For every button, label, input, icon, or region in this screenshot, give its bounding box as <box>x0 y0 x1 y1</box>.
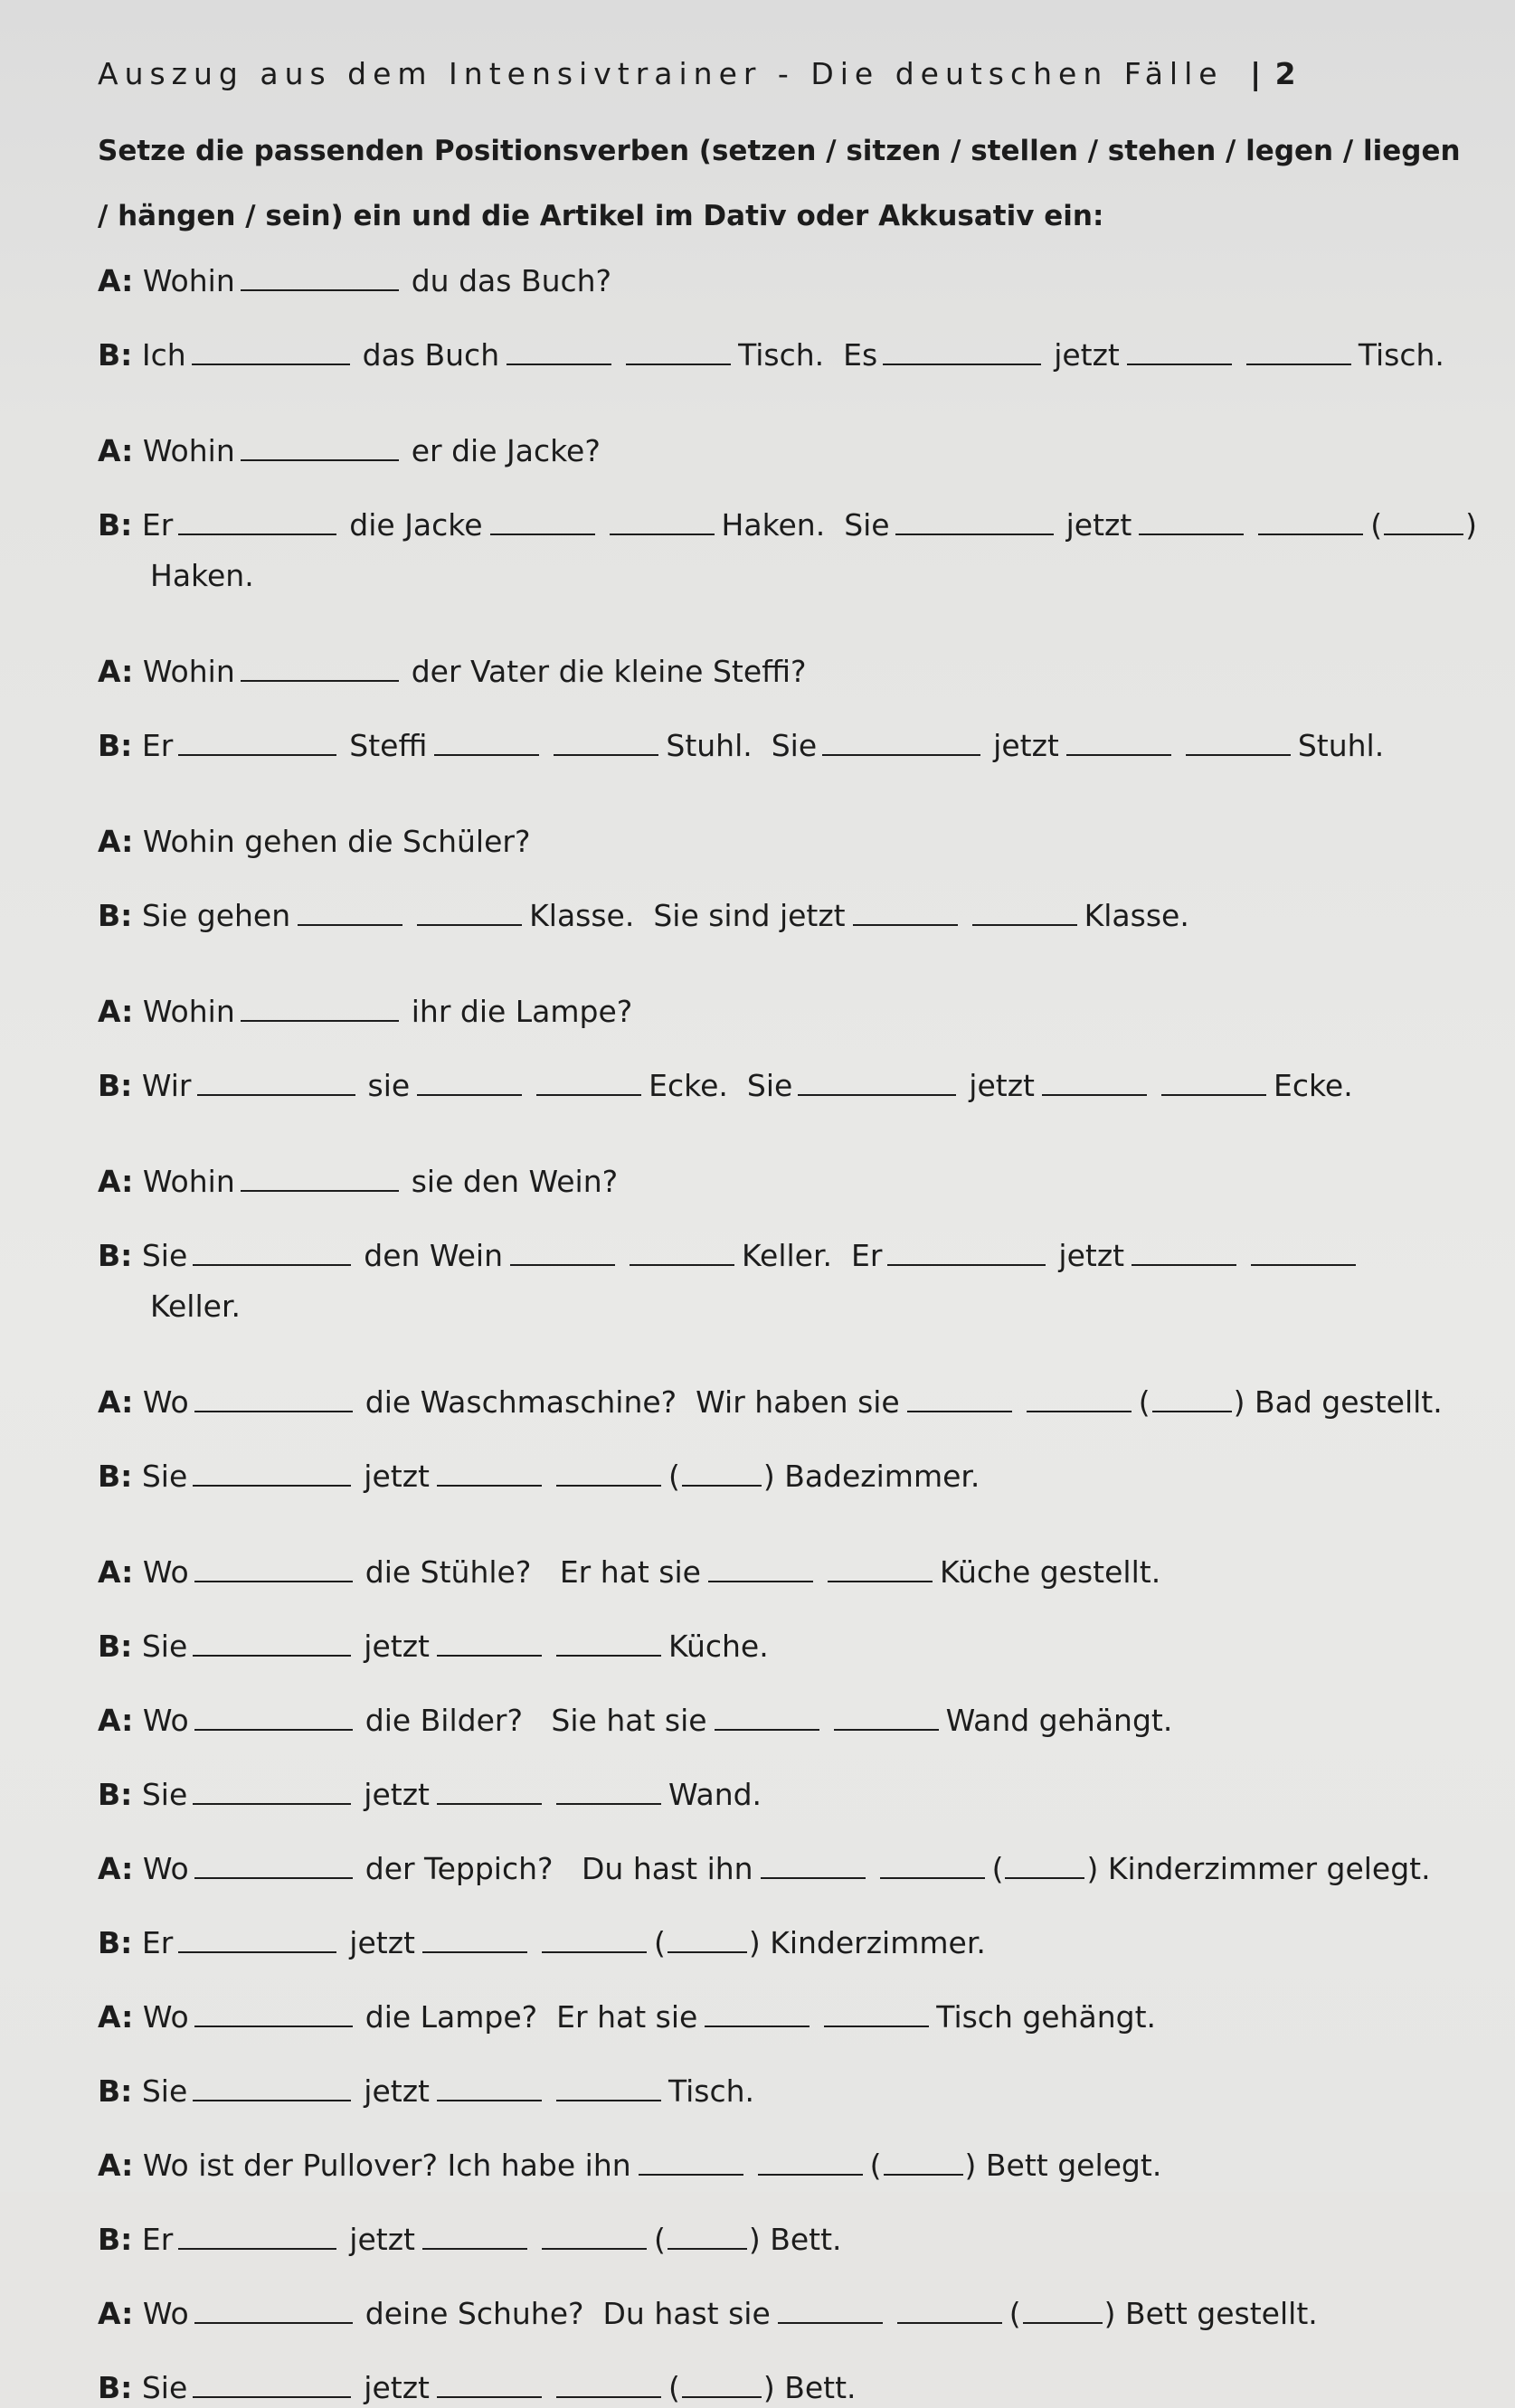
sentence-text: Sie <box>132 1777 188 1812</box>
page-header <box>98 56 1479 91</box>
page-number: | 2 <box>1250 56 1298 91</box>
fill-blank[interactable] <box>1251 1237 1356 1266</box>
speaker-label: A: <box>98 1554 134 1590</box>
fill-blank[interactable] <box>880 1850 985 1879</box>
speaker-label: A: <box>98 263 134 298</box>
sentence-text: Wand. <box>668 1777 762 1812</box>
fill-blank[interactable] <box>556 1776 661 1805</box>
sentence-text: jetzt <box>364 2073 430 2109</box>
fill-blank[interactable] <box>1161 1067 1266 1096</box>
speaker-label: A: <box>98 1703 134 1738</box>
speaker-label: B: <box>98 1238 133 1273</box>
sentence-text: Stuhl. <box>1297 728 1385 763</box>
sentence-text: du das Buch? <box>411 263 612 298</box>
sentence-text: Haken. Sie <box>721 507 890 543</box>
exercise-line <box>98 2294 1479 2334</box>
sentence-text: jetzt <box>1054 337 1120 373</box>
sentence-text: jetzt <box>349 2222 415 2257</box>
sentence-text: jetzt <box>993 728 1059 763</box>
fill-blank[interactable] <box>241 653 399 682</box>
sentence-text: ( <box>869 2148 882 2183</box>
sentence-text: Wohin <box>133 994 235 1029</box>
sentence-text: Ecke. <box>1273 1068 1353 1103</box>
fill-blank[interactable] <box>510 1237 615 1266</box>
fill-blank[interactable] <box>828 1553 933 1582</box>
sentence-text: Wo <box>133 1851 189 1886</box>
sentence-text: ) Bett. <box>748 2222 842 2257</box>
fill-blank[interactable] <box>1186 727 1291 756</box>
speaker-label: A: <box>98 1164 134 1199</box>
fill-blank[interactable] <box>422 2221 527 2250</box>
exercise-line <box>98 1553 1479 1592</box>
exercise-line <box>98 896 1479 936</box>
speaker-label: B: <box>98 898 133 933</box>
sentence-text: Tisch. <box>1358 337 1444 373</box>
fill-blank[interactable] <box>437 1458 542 1487</box>
paren-blank[interactable] <box>668 2221 747 2250</box>
fill-blank[interactable] <box>193 2369 351 2398</box>
paren-blank[interactable] <box>884 2147 963 2176</box>
exercise-line <box>98 1162 1479 1202</box>
fill-blank[interactable] <box>556 2369 661 2398</box>
fill-blank[interactable] <box>178 1924 336 1953</box>
sentence-text: Küche gestellt. <box>939 1554 1161 1590</box>
exercise-line <box>98 992 1479 1032</box>
fill-blank[interactable] <box>437 2073 542 2101</box>
sentence-text: Sie <box>132 2370 188 2405</box>
fill-blank[interactable] <box>490 506 595 535</box>
sentence-text: der Vater die kleine Steffi? <box>411 654 807 689</box>
sentence-text: Wohin <box>133 263 235 298</box>
fill-blank[interactable] <box>241 432 399 461</box>
sentence-text: sie den Wein? <box>411 1164 619 1199</box>
speaker-label: B: <box>98 2073 133 2109</box>
fill-blank[interactable] <box>824 1998 929 2027</box>
sentence-text: Sie gehen <box>132 898 291 933</box>
sentence-text: ) Badezimmer. <box>762 1459 980 1494</box>
exercise-list <box>98 261 1479 2408</box>
sentence-text: Haken. <box>150 558 254 593</box>
speaker-label: B: <box>98 1459 133 1494</box>
sentence-text: ( <box>653 2222 666 2257</box>
fill-blank[interactable] <box>834 1702 939 1731</box>
exercise-line <box>98 1849 1479 1889</box>
exercise-line <box>98 1923 1479 1963</box>
fill-blank[interactable] <box>556 1458 661 1487</box>
fill-blank[interactable] <box>193 1776 351 1805</box>
fill-blank[interactable] <box>536 1067 641 1096</box>
exercise-line <box>98 505 1479 545</box>
sentence-text: Wand gehängt. <box>945 1703 1173 1738</box>
sentence-text: Küche. <box>668 1629 769 1664</box>
fill-blank[interactable] <box>626 336 731 365</box>
fill-blank[interactable] <box>556 1628 661 1657</box>
sentence-text: Keller. Er <box>742 1238 883 1273</box>
exercise-line <box>98 2072 1479 2111</box>
fill-blank[interactable] <box>194 1850 353 1879</box>
fill-blank[interactable] <box>192 336 350 365</box>
sentence-text: Wohin <box>133 1164 235 1199</box>
sentence-text: den Wein <box>364 1238 504 1273</box>
paren-blank[interactable] <box>682 2369 762 2398</box>
sentence-text: deine Schuhe? Du hast sie <box>365 2296 771 2331</box>
sentence-text: jetzt <box>364 1777 430 1812</box>
sentence-text: Er <box>132 1925 174 1960</box>
fill-blank[interactable] <box>194 1702 353 1731</box>
sentence-text: Er <box>132 728 174 763</box>
fill-blank[interactable] <box>639 2147 743 2176</box>
speaker-label: A: <box>98 1999 134 2035</box>
sentence-text: Wo <box>133 2296 189 2331</box>
sentence-text: Wir <box>132 1068 192 1103</box>
fill-blank[interactable] <box>542 2221 647 2250</box>
fill-blank[interactable] <box>241 1163 399 1192</box>
sentence-text: ) Bett gelegt. <box>964 2148 1162 2183</box>
sentence-text: jetzt <box>364 1629 430 1664</box>
sentence-text: die Lampe? Er hat sie <box>365 1999 698 2035</box>
fill-blank[interactable] <box>708 1553 813 1582</box>
sentence-text: Tisch gehängt. <box>936 1999 1157 2035</box>
fill-blank[interactable] <box>194 1998 353 2027</box>
sentence-text: Tisch. Es <box>738 337 878 373</box>
sentence-text: jetzt <box>349 1925 415 1960</box>
sentence-text: Steffi <box>349 728 428 763</box>
exercise-line <box>98 1457 1479 1497</box>
fill-blank[interactable] <box>193 1458 351 1487</box>
fill-blank[interactable] <box>194 1553 353 1582</box>
fill-blank[interactable] <box>907 1383 1012 1412</box>
sentence-text: Stuhl. Sie <box>666 728 818 763</box>
exercise-line-continuation <box>98 1287 1479 1327</box>
sentence-text: der Teppich? Du hast ihn <box>365 1851 753 1886</box>
speaker-label: A: <box>98 654 134 689</box>
sentence-text: sie <box>367 1068 411 1103</box>
fill-blank[interactable] <box>1139 506 1244 535</box>
fill-blank[interactable] <box>897 2295 1002 2324</box>
fill-blank[interactable] <box>554 727 658 756</box>
exercise-line <box>98 1236 1479 1276</box>
sentence-text: Sie <box>132 1629 188 1664</box>
fill-blank[interactable] <box>417 897 522 926</box>
paren-blank[interactable] <box>1005 1850 1084 1879</box>
sentence-text: jetzt <box>1058 1238 1125 1273</box>
fill-blank[interactable] <box>761 1850 866 1879</box>
fill-blank[interactable] <box>437 2369 542 2398</box>
exercise-line <box>98 335 1479 375</box>
sentence-text: jetzt <box>1065 507 1132 543</box>
speaker-label: B: <box>98 1925 133 1960</box>
sentence-text: Wohin gehen die Schüler? <box>133 824 531 859</box>
speaker-label: A: <box>98 1851 134 1886</box>
fill-blank[interactable] <box>1042 1067 1147 1096</box>
speaker-label: A: <box>98 1384 134 1420</box>
paren-blank[interactable] <box>1023 2295 1103 2324</box>
sentence-text: ) Kinderzimmer. <box>748 1925 986 1960</box>
sentence-text: ( <box>1138 1384 1150 1420</box>
sentence-text: Wo <box>133 1384 189 1420</box>
exercise-line <box>98 1997 1479 2037</box>
fill-blank[interactable] <box>542 1924 647 1953</box>
fill-blank[interactable] <box>193 2073 351 2101</box>
sentence-text: ( <box>668 2370 680 2405</box>
fill-blank[interactable] <box>758 2147 863 2176</box>
exercise-line <box>98 1775 1479 1815</box>
fill-blank[interactable] <box>241 993 399 1022</box>
exercise-line-continuation <box>98 556 1479 596</box>
fill-blank[interactable] <box>778 2295 883 2324</box>
sentence-text: Tisch. <box>668 2073 755 2109</box>
speaker-label: A: <box>98 994 134 1029</box>
speaker-label: B: <box>98 728 133 763</box>
sentence-text: ( <box>991 1851 1004 1886</box>
sentence-text: ( <box>1008 2296 1021 2331</box>
fill-blank[interactable] <box>1246 336 1351 365</box>
sentence-text: Klasse. <box>1084 898 1189 933</box>
fill-blank[interactable] <box>610 506 715 535</box>
sentence-text: Wo ist der Pullover? Ich habe ihn <box>133 2148 631 2183</box>
sentence-text: das Buch <box>362 337 500 373</box>
exercise-line <box>98 652 1479 692</box>
fill-blank[interactable] <box>1027 1383 1132 1412</box>
paren-blank[interactable] <box>682 1458 762 1487</box>
exercise-line <box>98 1383 1479 1422</box>
paren-blank[interactable] <box>1152 1383 1232 1412</box>
sentence-text: ( <box>1370 507 1383 543</box>
fill-blank[interactable] <box>507 336 611 365</box>
sentence-text: Ecke. Sie <box>649 1068 793 1103</box>
speaker-label: B: <box>98 337 133 373</box>
speaker-label: A: <box>98 2148 134 2183</box>
speaker-label: A: <box>98 433 134 468</box>
exercise-line <box>98 431 1479 471</box>
exercise-line <box>98 1701 1479 1741</box>
fill-blank[interactable] <box>298 897 402 926</box>
sentence-text: ihr die Lampe? <box>411 994 633 1029</box>
sentence-text: Wo <box>133 1554 189 1590</box>
fill-blank[interactable] <box>417 1067 522 1096</box>
fill-blank[interactable] <box>556 2073 661 2101</box>
fill-blank[interactable] <box>715 1702 819 1731</box>
speaker-label: B: <box>98 2370 133 2405</box>
fill-blank[interactable] <box>193 1628 351 1657</box>
speaker-label: B: <box>98 1629 133 1664</box>
fill-blank[interactable] <box>798 1067 956 1096</box>
fill-blank[interactable] <box>437 1628 542 1657</box>
fill-blank[interactable] <box>895 506 1054 535</box>
speaker-label: B: <box>98 507 133 543</box>
sentence-text: ) Kinderzimmer gelegt. <box>1086 1851 1431 1886</box>
fill-blank[interactable] <box>853 897 958 926</box>
fill-blank[interactable] <box>1258 506 1363 535</box>
sentence-text: jetzt <box>969 1068 1035 1103</box>
sentence-text: Er <box>132 2222 174 2257</box>
sentence-text: ( <box>668 1459 680 1494</box>
fill-blank[interactable] <box>630 1237 734 1266</box>
sentence-text: Sie <box>132 1238 188 1273</box>
fill-blank[interactable] <box>194 2295 353 2324</box>
sentence-text: Ich <box>132 337 186 373</box>
speaker-label: B: <box>98 1777 133 1812</box>
sentence-text: jetzt <box>364 1459 430 1494</box>
fill-blank[interactable] <box>437 1776 542 1805</box>
instruction-text: Setze die passenden Positionsverben (setzen / sitzen / stellen / stehen / legen / liegen / hängen / sein) ein und die Artikel im Dativ oder Akkusativ ein: <box>98 135 1461 232</box>
sentence-text: Keller. <box>150 1289 241 1324</box>
sentence-text: Klasse. Sie sind jetzt <box>529 898 846 933</box>
sentence-text: Wohin <box>133 433 235 468</box>
sentence-text: Wohin <box>133 654 235 689</box>
exercise-line <box>98 261 1479 301</box>
fill-blank[interactable] <box>241 262 399 291</box>
sentence-text: die Jacke <box>349 507 483 543</box>
exercise-line <box>98 1627 1479 1667</box>
sentence-text: die Waschmaschine? Wir haben sie <box>365 1384 900 1420</box>
exercise-line <box>98 2220 1479 2260</box>
fill-blank[interactable] <box>822 727 980 756</box>
speaker-label: B: <box>98 1068 133 1103</box>
exercise-line <box>98 1066 1479 1106</box>
exercise-line <box>98 822 1479 862</box>
sentence-text: ) Bett. <box>762 2370 857 2405</box>
speaker-label: B: <box>98 2222 133 2257</box>
fill-blank[interactable] <box>1127 336 1232 365</box>
fill-blank[interactable] <box>972 897 1077 926</box>
fill-blank[interactable] <box>178 2221 336 2250</box>
exercise-line <box>98 726 1479 766</box>
sentence-text: Sie <box>132 2073 188 2109</box>
fill-blank[interactable] <box>193 1237 351 1266</box>
sentence-text: Wo <box>133 1999 189 2035</box>
fill-blank[interactable] <box>422 1924 527 1953</box>
sentence-text: die Stühle? Er hat sie <box>365 1554 701 1590</box>
sentence-text: jetzt <box>364 2370 430 2405</box>
paren-blank[interactable] <box>668 1924 747 1953</box>
fill-blank[interactable] <box>434 727 539 756</box>
fill-blank[interactable] <box>178 506 336 535</box>
sentence-text: Sie <box>132 1459 188 1494</box>
fill-blank[interactable] <box>1132 1237 1236 1266</box>
sentence-text: ( <box>653 1925 666 1960</box>
sentence-text: ) Bett gestellt. <box>1103 2296 1318 2331</box>
speaker-label: A: <box>98 2296 134 2331</box>
sentence-text: ) Bad gestellt. <box>1233 1384 1443 1420</box>
sentence-text: die Bilder? Sie hat sie <box>365 1703 707 1738</box>
fill-blank[interactable] <box>883 336 1041 365</box>
fill-blank[interactable] <box>1066 727 1171 756</box>
sentence-text: Wo <box>133 1703 189 1738</box>
exercise-line <box>98 2146 1479 2186</box>
fill-blank[interactable] <box>178 727 336 756</box>
fill-blank[interactable] <box>887 1237 1046 1266</box>
header-title: Auszug aus dem Intensivtrainer - Die deutschen Fälle <box>98 56 1224 91</box>
fill-blank[interactable] <box>705 1998 810 2027</box>
fill-blank[interactable] <box>197 1067 355 1096</box>
exercise-line <box>98 2368 1479 2408</box>
speaker-label: A: <box>98 824 134 859</box>
sentence-text: er die Jacke? <box>411 433 601 468</box>
sentence-text: Er <box>132 507 174 543</box>
fill-blank[interactable] <box>194 1383 353 1412</box>
paren-blank[interactable] <box>1384 506 1463 535</box>
sentence-text: ) <box>1465 507 1478 543</box>
